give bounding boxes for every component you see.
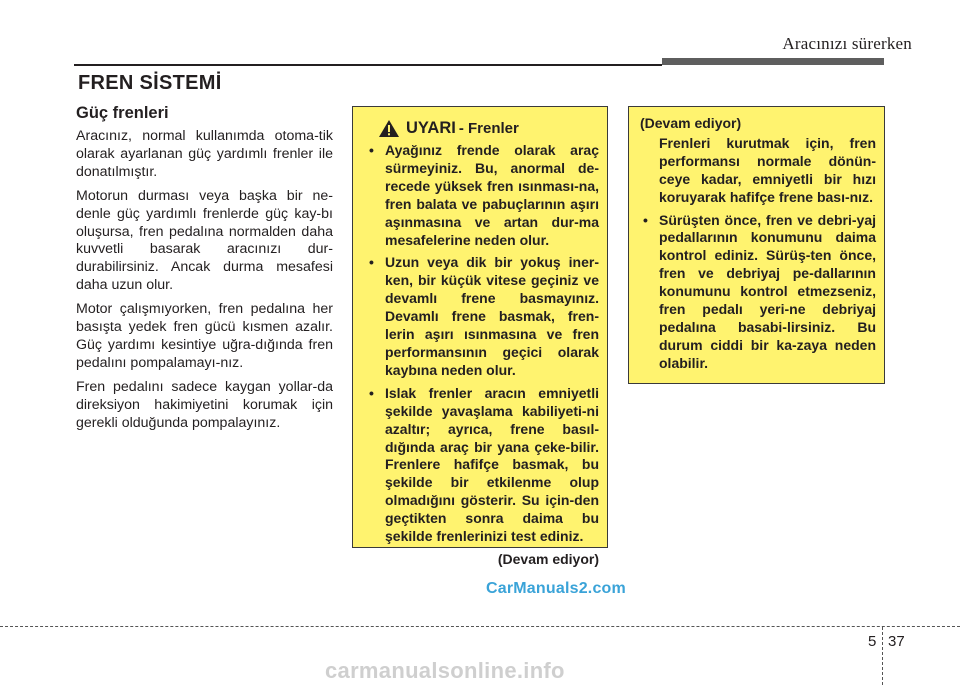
header-rule-thin <box>74 64 662 66</box>
warning-item: • Uzun veya dik bir yokuş iner-ken, bir küçük vitese geçiniz ve devamlı frene basmayınız. Devamlı frene basmak, fren-lerin aşırı ısınmasına ve fren performansının geçici olarak kaybına neden olur. <box>366 254 599 379</box>
warning-header <box>366 119 599 138</box>
continued-paragraph: Frenleri kurutmak için, fren performansı normale dönün-ceye kadar, emniyetli bir hızı koruyarak hafifçe frene bası-nız. <box>659 134 876 205</box>
chapter-number: 5 <box>868 633 877 650</box>
continued-label: (Devam ediyor) <box>497 550 599 567</box>
warning-list <box>366 142 599 546</box>
site-watermark: carmanualsonline.info <box>325 658 565 683</box>
body-paragraph: Motor çalışmıyorken, fren pedalına her basışta yedek fren gücü kısmen azalır. Güç yardımı kesintiye uğra-dığında fren pedalını pompalamayı-nız. <box>76 301 333 371</box>
section-title: FREN SİSTEMİ <box>78 72 222 94</box>
continued-header: (Devam ediyor) <box>640 115 742 131</box>
body-column <box>76 128 333 439</box>
body-paragraph: Aracınız, normal kullanımda otoma-tik olarak ayarlanan güç yardımlı frenler ile donatılmıştır. <box>76 128 333 180</box>
body-paragraph: Fren pedalını sadece kaygan yollar-da direksiyon hakimiyetini korumak için gerekli olduğunda pompalayınız. <box>76 378 333 431</box>
warning-triangle-icon <box>378 119 400 138</box>
warning-item: • Ayağınız frende olarak araç sürmeyiniz. Bu, anormal de-recede yüksek fren ısınması-na, fren balata ve pabuçlarının aşırı aşınmasına ve artan dur-ma mesafelerine neden olur. <box>366 142 599 249</box>
footer-dashed-rule <box>0 626 960 627</box>
warning-continued-box <box>628 106 885 384</box>
footer-page-divider <box>882 627 883 685</box>
chapter-title: Aracınızı sürerken <box>782 34 912 53</box>
warning-subtitle: - Frenler <box>458 119 519 137</box>
body-paragraph: Motorun durması veya başka bir ne-denle güç yardımlı frenlerde güç kay-bı oluşursa, fren pedalına normalden daha kuvvetli basarak aracınızı dur-durabilirsiniz. Ancak durma mesafesi daha uzun olur. <box>76 187 333 294</box>
page-number: 37 <box>888 633 905 650</box>
warning-item: • Sürüşten önce, fren ve debri-yaj pedallarının konumunu daima kontrol ediniz. Sürüş-ten önce, fren ve debriyaj pe-dallarının konumunu kontrol etmezseniz, fren pedalı yeri-ne debriyaj pedalına basabi-lirsiniz. Bu durum ciddi bir ka-zaya neden olabilir. <box>640 212 876 373</box>
watermark-link[interactable]: CarManuals2.com <box>486 580 626 597</box>
subsection-title: Güç frenleri <box>76 104 169 122</box>
warning-label: UYARI <box>406 118 456 137</box>
warning-item: • Islak frenler aracın emniyetli şekilde yavaşlama kabiliyeti-ni azaltır; ayrıca, frene basıl-dığında araç bir yana çeke-bilir. Frenlere hafifçe basmak, bu şekilde bir etkilenme olup olmadığını gösterir. Su için-den geçtikten sonra daima bu şekilde frenlerinizi test ediniz. <box>366 385 599 546</box>
warning-continued-list <box>640 212 876 373</box>
header-rule-thick <box>662 58 884 65</box>
warning-box <box>352 106 608 567</box>
